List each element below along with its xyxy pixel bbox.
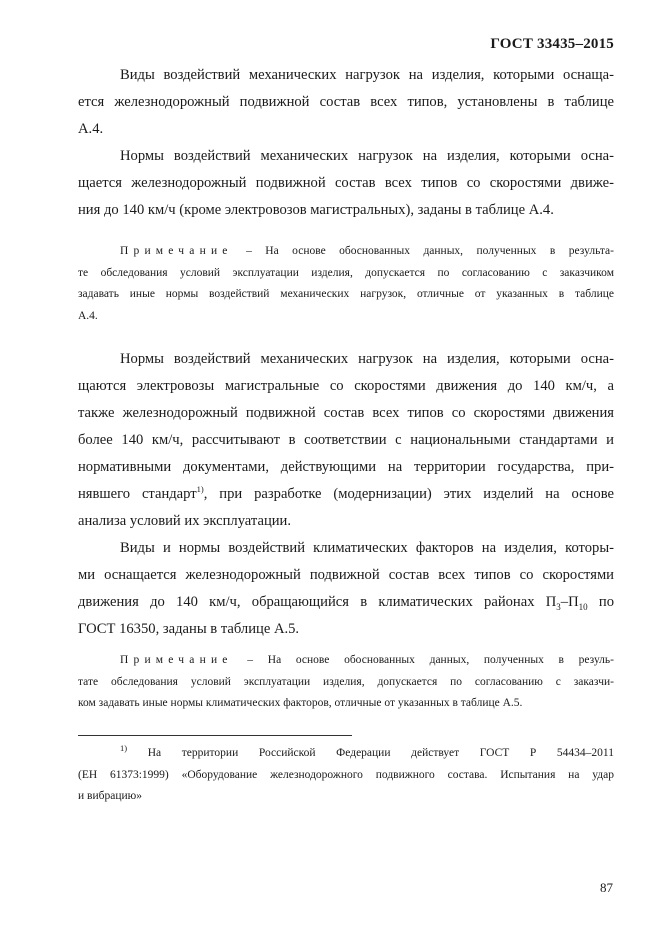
footnote-line: (ЕН 61373:1999) «Оборудование железнодорожного подвижного состава. Испытания на удар (78, 768, 614, 781)
paragraph-line: ГОСТ 16350, заданы в таблице А.5. (78, 621, 300, 637)
paragraph-line: щается железнодорожный подвижной состав всех типов со скоростями движе- (78, 175, 614, 191)
footnote-marker: 1) (120, 743, 128, 754)
note-line (78, 650, 614, 672)
paragraph-line: Нормы воздействий механических нагрузок на изделия, которыми осна- (120, 351, 614, 367)
note-dash: – (232, 245, 266, 257)
paragraph-line: более 140 км/ч, рассчитывают в соответствии с национальными стандартами и (78, 432, 614, 448)
note-line: те обследования условий эксплуатации изделия, допускается по согласованию с заказчиком (78, 266, 614, 279)
paragraph-electric-locomotives (78, 346, 614, 535)
note-line (78, 241, 614, 263)
paragraph-line: ми оснащается железнодорожный подвижной состав всех типов со скоростями (78, 567, 614, 583)
line-text: движения до 140 км/ч, обращающийся в климатических районах П (78, 594, 557, 610)
footnote-reference[interactable]: 1) (196, 484, 204, 495)
paragraph-line: Нормы воздействий механических нагрузок на изделия, которыми осна- (120, 148, 614, 164)
footnote-line (78, 743, 614, 765)
footnote (78, 743, 614, 808)
paragraph-mechanical-types (78, 62, 614, 143)
note-mechanical (78, 241, 614, 327)
paragraph-line: А.4. (78, 121, 104, 137)
paragraph-line: Виды воздействий механических нагрузок на изделия, которыми оснаща- (120, 67, 614, 83)
note-dash: – (232, 654, 268, 666)
note-line: задавать иные нормы воздействий механических нагрузок, отличные от указанных в таблице (78, 288, 614, 300)
paragraph-line: щаются электровозы магистральные со скоростями движения до 140 км/ч, а (78, 378, 614, 394)
line-text: нявшего стандарт (78, 486, 197, 502)
note-climatic (78, 650, 614, 715)
paragraph-line: ется железнодорожный подвижной состав всех типов, установлены в таблице (78, 94, 614, 110)
paragraph-mechanical-norms (78, 143, 614, 224)
paragraph-line (78, 481, 614, 508)
footnote-line: и вибрацию» (78, 790, 142, 802)
page-number: 87 (600, 880, 613, 895)
note-line: тате обследования условий эксплуатации изделия, допускается по согласованию с заказчи- (78, 675, 614, 688)
subscript: 10 (578, 601, 588, 612)
footnote-divider (78, 735, 352, 736)
paragraph-line: Виды и нормы воздействий климатических факторов на изделия, которы- (120, 540, 614, 556)
note-text: На основе обоснованных данных, полученных в результа- (265, 245, 614, 257)
line-text: На территории Российской Федерации действует ГОСТ Р 54434–2011 (147, 747, 615, 759)
paragraph-climatic-factors (78, 535, 614, 643)
paragraph-line (78, 589, 614, 616)
document-header: ГОСТ 33435–2015 (490, 36, 614, 52)
line-text: –П (560, 594, 579, 610)
note-text: На основе обоснованных данных, полученных в резуль- (267, 654, 614, 666)
line-text: , при разработке (модернизации) этих изделий на основе (203, 486, 615, 502)
line-text: по (587, 594, 614, 610)
subscript: 3 (556, 601, 561, 612)
paragraph-line: анализа условий их эксплуатации. (78, 513, 292, 529)
note-label: Примечание (120, 245, 233, 257)
note-label: Примечание (120, 654, 233, 666)
paragraph-line: ния до 140 км/ч (кроме электровозов магистральных), заданы в таблице А.4. (78, 202, 554, 218)
note-line: А.4. (78, 309, 98, 322)
paragraph-line: также железнодорожный подвижной состав всех типов со скоростями движения (78, 405, 614, 421)
paragraph-line: нормативными документами, действующими на территории государства, при- (78, 459, 614, 475)
note-line: ком задавать иные нормы климатических факторов, отличные от указанных в таблице А.5. (78, 697, 523, 709)
